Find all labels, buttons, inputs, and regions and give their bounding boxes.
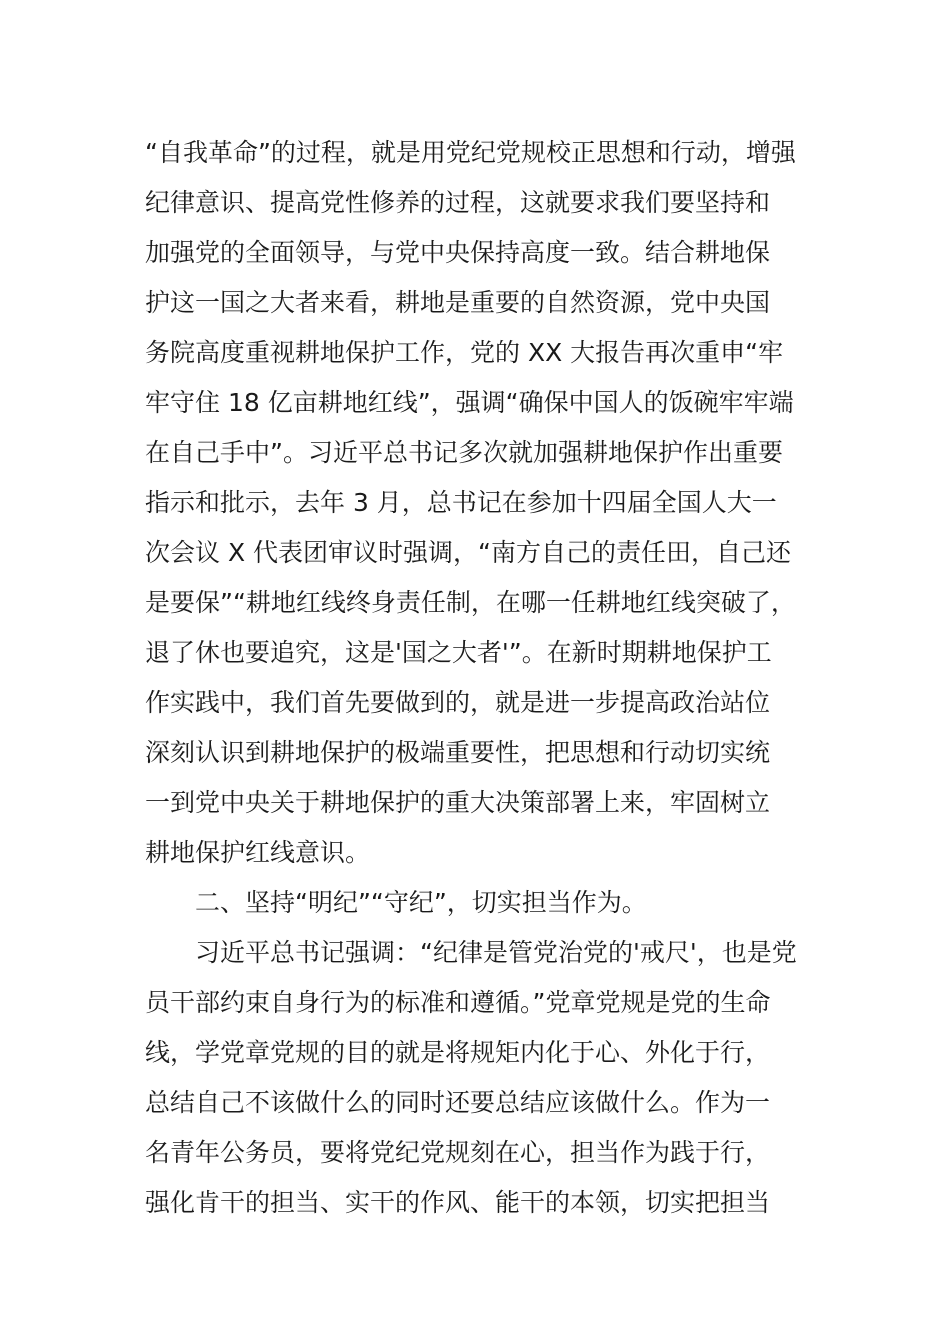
document-body [145, 128, 807, 1228]
text-line: “自我革命”的过程，就是用党纪党规校正思想和行动，增强 [145, 138, 796, 167]
text-line: 务院高度重视耕地保护工作，党的 XX 大报告再次重申“牢 [145, 338, 784, 367]
text-line: 作实践中，我们首先要做到的，就是进一步提高政治站位 [145, 688, 771, 717]
text-line: 指示和批示，去年 3 月，总书记在参加十四届全国人大一 [145, 488, 777, 517]
text-line: 次会议 X 代表团审议时强调，“南方自己的责任田，自己还 [145, 538, 791, 567]
text-line: 线，学党章党规的目的就是将规矩内化于心、外化于行， [145, 1038, 771, 1067]
text-line: 是要保”“耕地红线终身责任制，在哪一任耕地红线突破了， [145, 588, 796, 617]
text-line: 在自己手中”。习近平总书记多次就加强耕地保护作出重要 [145, 438, 783, 467]
text-line: 习近平总书记强调：“纪律是管党治党的'戒尺'，也是党 [195, 938, 797, 967]
text-line: 一到党中央关于耕地保护的重大决策部署上来，牢固树立 [145, 788, 771, 817]
text-line: 员干部约束自身行为的标准和遵循。”党章党规是党的生命 [145, 988, 771, 1017]
text-line: 深刻认识到耕地保护的极端重要性，把思想和行动切实统 [145, 738, 771, 767]
text-line: 强化肯干的担当、实干的作风、能干的本领，切实把担当 [145, 1188, 771, 1217]
text-line: 牢守住 18 亿亩耕地红线”，强调“确保中国人的饭碗牢牢端 [145, 388, 794, 417]
text-line: 耕地保护红线意识。 [145, 838, 371, 867]
text-line: 护这一国之大者来看，耕地是重要的自然资源，党中央国 [145, 288, 771, 317]
text-line: 名青年公务员，要将党纪党规刻在心，担当作为践于行， [145, 1138, 771, 1167]
section-heading: 二、坚持“明纪”“守纪”，切实担当作为。 [195, 888, 647, 917]
text-line: 总结自己不该做什么的同时还要总结应该做什么。作为一 [145, 1088, 771, 1117]
text-line: 加强党的全面领导，与党中央保持高度一致。结合耕地保 [145, 238, 771, 267]
text-line: 退了休也要追究，这是'国之大者'”。在新时期耕地保护工 [145, 638, 772, 667]
text-line: 纪律意识、提高党性修养的过程，这就要求我们要坚持和 [145, 188, 771, 217]
